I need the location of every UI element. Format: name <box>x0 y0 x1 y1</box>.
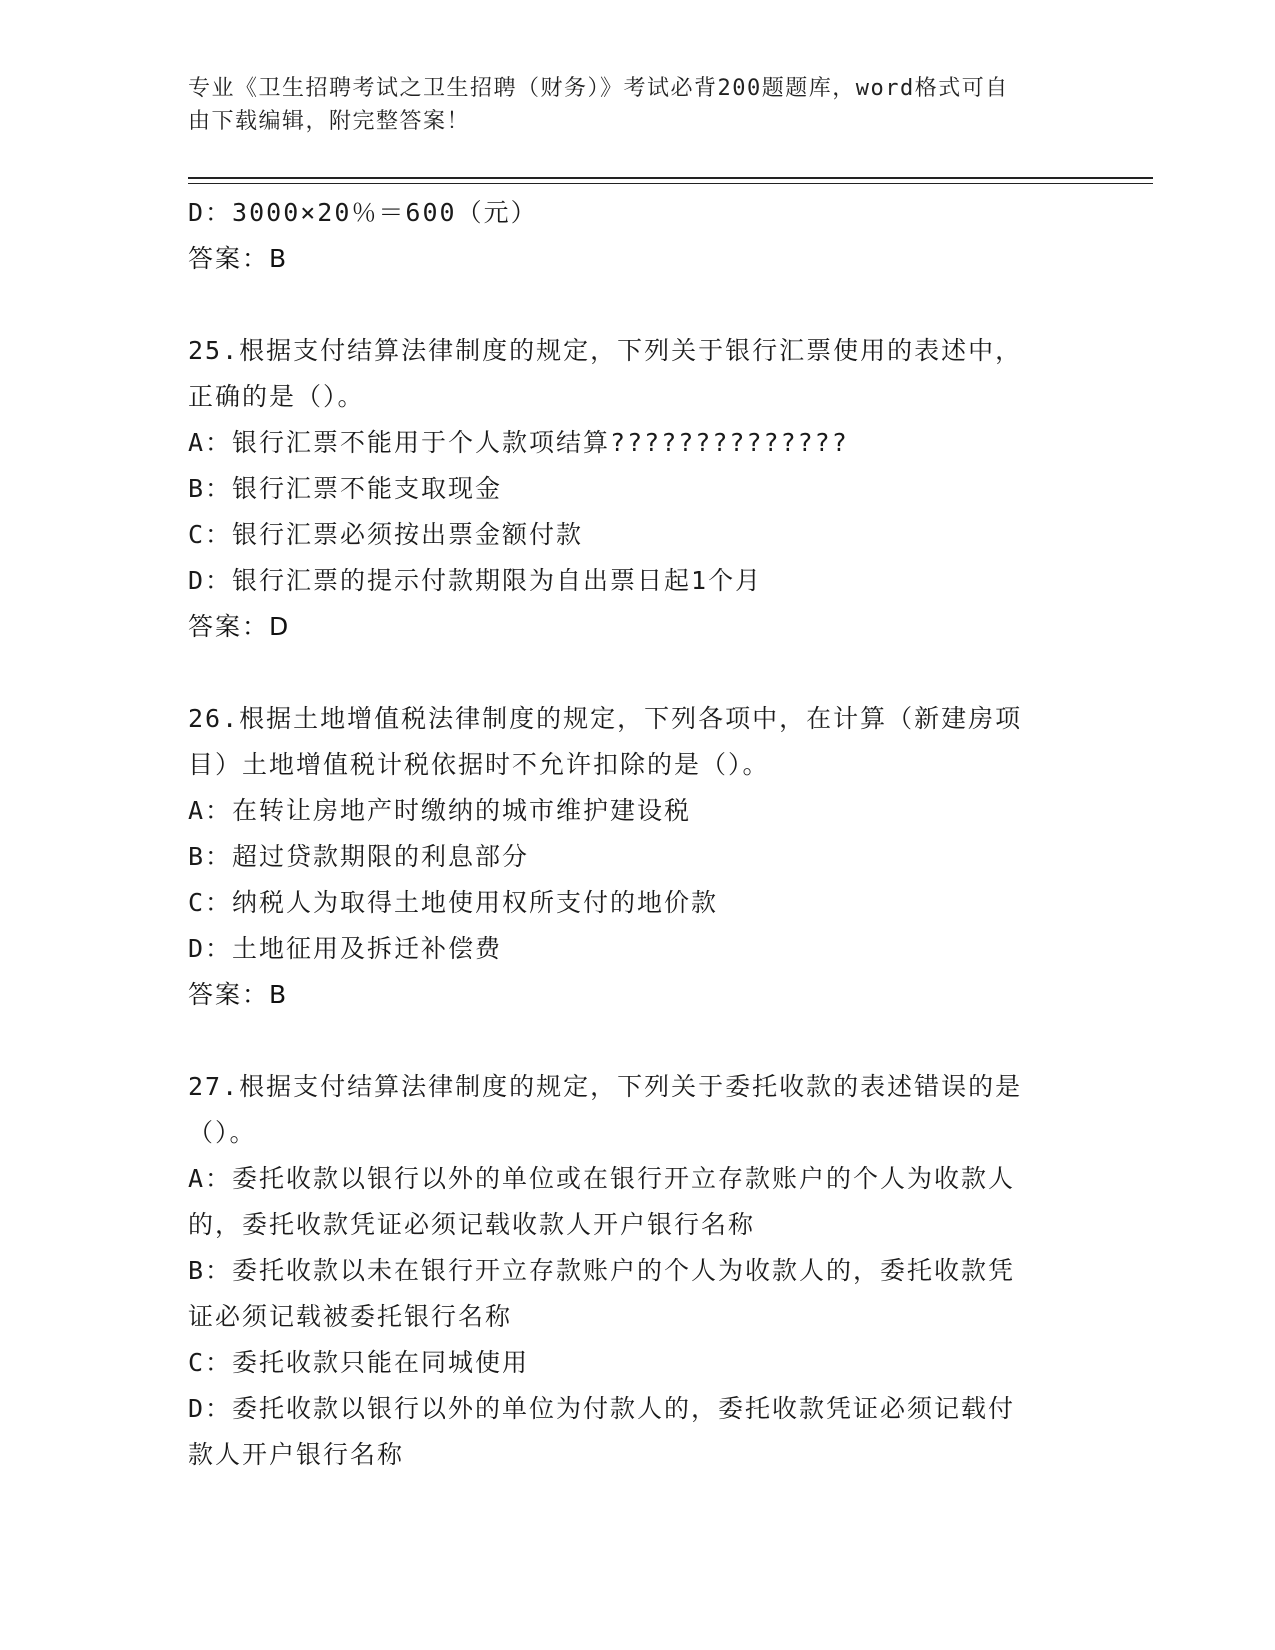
header-divider-thin <box>188 183 1153 184</box>
question-content <box>188 190 1088 1478</box>
option-d-line-2: 款人开户银行名称 <box>188 1440 405 1469</box>
answer-line: 答案：B <box>188 244 289 273</box>
option-d: D：3000×20％＝600（元） <box>188 198 538 227</box>
option-d: D：银行汇票的提示付款期限为自出票日起1个月 <box>188 566 763 595</box>
option-a-line-2: 的，委托收款凭证必须记载收款人开户银行名称 <box>188 1210 756 1239</box>
option-d: D：土地征用及拆迁补偿费 <box>188 934 503 963</box>
previous-question-tail <box>188 190 1088 282</box>
question-26 <box>188 696 1088 1018</box>
option-a: A：在转让房地产时缴纳的城市维护建设税 <box>188 796 692 825</box>
header-divider-thick <box>188 177 1153 179</box>
question-25 <box>188 328 1088 650</box>
header-line-1: 专业《卫生招聘考试之卫生招聘（财务）》考试必背200题题库，word格式可自 <box>188 76 1009 101</box>
answer-line: 答案：D <box>188 612 291 641</box>
option-b: B：超过贷款期限的利息部分 <box>188 842 530 871</box>
option-b: B：银行汇票不能支取现金 <box>188 474 503 503</box>
option-d-line-1: D：委托收款以银行以外的单位为付款人的，委托收款凭证必须记载付 <box>188 1394 1016 1423</box>
question-stem-line-1: 25.根据支付结算法律制度的规定，下列关于银行汇票使用的表述中， <box>188 336 1023 365</box>
option-b-line-1: B：委托收款以未在银行开立存款账户的个人为收款人的，委托收款凭 <box>188 1256 1016 1285</box>
option-a: A：银行汇票不能用于个人款项结算?????????????? <box>188 428 849 457</box>
question-stem-line-2: 目）土地增值税计税依据时不允许扣除的是（）。 <box>188 750 770 779</box>
page-header <box>188 72 1068 138</box>
question-stem-line-2: 正确的是（）。 <box>188 382 365 411</box>
question-stem-line-1: 27.根据支付结算法律制度的规定，下列关于委托收款的表述错误的是 <box>188 1072 1023 1101</box>
question-stem-line-1: 26.根据土地增值税法律制度的规定，下列各项中，在计算（新建房项 <box>188 704 1023 733</box>
option-c: C：银行汇票必须按出票金额付款 <box>188 520 584 549</box>
question-27 <box>188 1064 1088 1478</box>
header-line-2: 由下载编辑，附完整答案！ <box>188 109 471 134</box>
question-stem-line-2: （）。 <box>188 1118 257 1147</box>
option-c: C：委托收款只能在同城使用 <box>188 1348 530 1377</box>
option-b-line-2: 证必须记载被委托银行名称 <box>188 1302 513 1331</box>
answer-line: 答案：B <box>188 980 289 1009</box>
option-a-line-1: A：委托收款以银行以外的单位或在银行开立存款账户的个人为收款人 <box>188 1164 1016 1193</box>
option-c: C：纳税人为取得土地使用权所支付的地价款 <box>188 888 719 917</box>
